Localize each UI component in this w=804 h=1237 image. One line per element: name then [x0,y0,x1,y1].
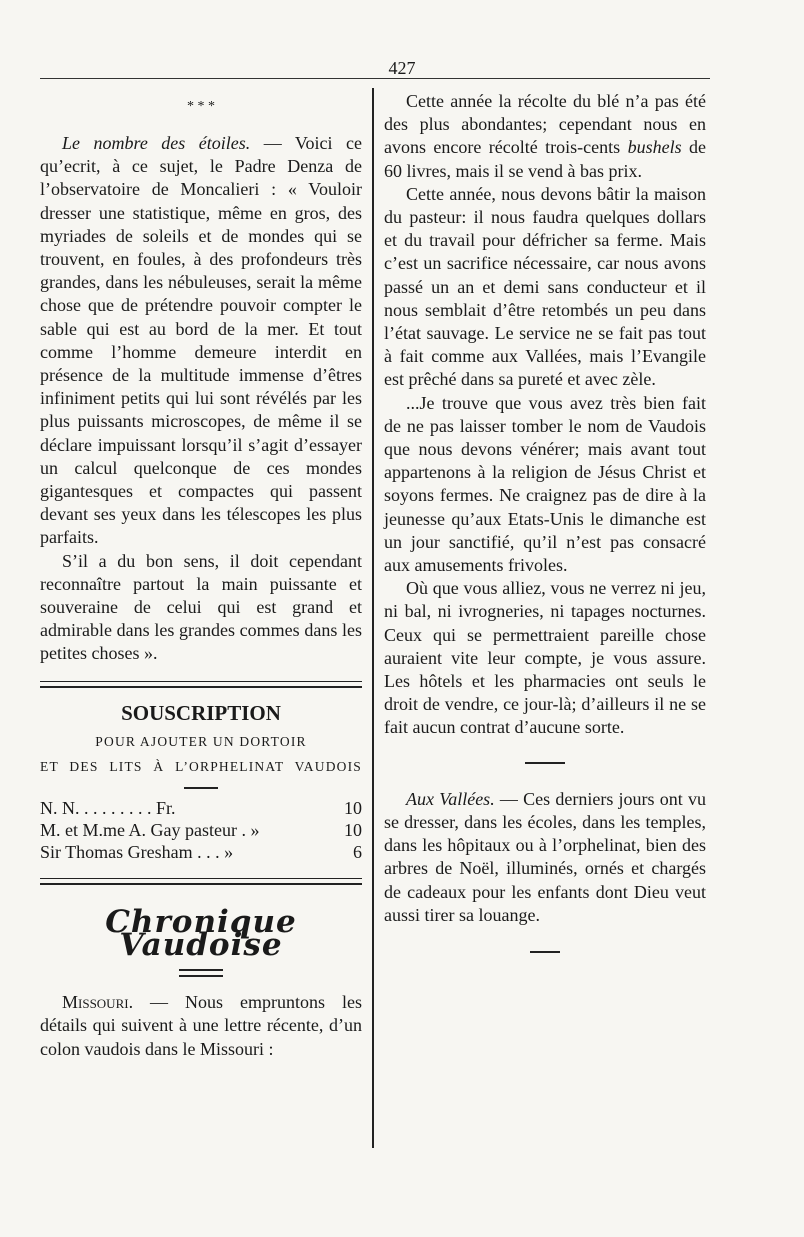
souscription-heading: SOUSCRIPTION [121,700,281,725]
subscription-amount: 6 [353,841,362,862]
letter-paragraph-1 [384,90,706,183]
souscription-subtitle-2: ET DES LITS À L’ORPHELINAT VAUDOIS [40,758,362,774]
souscription-subtitle-1: POUR AJOUTER UN DORTOIR [95,733,307,749]
subscription-amount: 10 [344,819,362,840]
subscriber-name: N. N. . . . . . . . . Fr. [40,797,176,818]
subscriber-name: M. et M.me A. Gay pasteur . » [40,819,260,840]
short-rule [525,762,565,764]
article-missouri [40,991,362,1061]
letter-emphasis: bushels [627,137,682,158]
short-rule [184,787,218,789]
end-rule [530,951,560,953]
article-vallees-body: — Ces derniers jours ont vu se dresser, dans les écoles, dans les temples, dans les hôpitaux ou à l’orphelinat, bien des arbres de Noël, illuminés, ornés et chargés de cadeaux pour les enfants dont Dieu veut aussi tirer sa louange. [384,788,706,925]
double-rule [179,969,223,977]
article-etoiles-title: Le nombre des étoiles. [62,133,251,153]
left-column [40,96,362,1061]
letter-paragraph-4: Où que vous alliez, vous ne verrez ni jeu, ni bal, ni ivrogneries, ni tapages nocturnes. Ceux qui se permettraient pareille chose auraient vite leur compte, je vous assure. Les hôtels et les pharmacies ont seuls le droit de vendre, ce jour-là; d’ailleurs il ne se fait aucun contrat d’aucune sorte. [384,578,706,738]
column-divider [372,88,374,1148]
letter-text: Cette année la récolte du blé n’a pas été des plus abondantes; cependant nous en avons encore récolté trois-cents [384,91,706,158]
subscription-row [40,797,362,819]
subscription-list [40,797,362,863]
right-column [384,90,706,953]
article-missouri-body: — Nous empruntons les détails qui suivent à une lettre récente, d’un colon vaudois dans le Missouri : [40,992,362,1059]
article-missouri-label: Missouri. [62,992,134,1013]
article-etoiles-paragraph-2: S’il a du bon sens, il doit cependant reconnaître partout la main puissante et souveraine de celui qui est grand et admirable dans les grandes commes dans les petites choses ». [40,550,362,664]
subscriber-name: Sir Thomas Gresham . . . » [40,841,234,862]
page-number: 427 [388,58,416,78]
header-rule [40,78,710,79]
article-vallees [384,788,706,927]
section-separator [40,878,362,885]
subscription-amount: 10 [344,797,362,818]
asterism: * * * [187,99,215,114]
chronique-heading: Chronique Vaudoise [105,903,297,964]
section-separator [40,681,362,688]
article-vallees-title: Aux Vallées. [406,788,495,809]
letter-paragraph-2: Cette année, nous devons bâtir la maison du pasteur: il nous faudra quelques dollars et du travail pour défricher sa ferme. Mais c’est un sacrifice nécessaire, car nous avons passé un an et demi sans conducteur et il nous semblait d’être retombés un peu dans l’état sauvage. Le service ne se fait pas tout à fait comme aux Vallées, mais l’Evangile est prêché dans sa pureté et avec zèle. [384,183,706,390]
letter-paragraph-3: ...Je trouve que vous avez très bien fait de ne pas laisser tomber le nom de Vaudois que nous devons vénérer; mais avant tout appartenons à la religion de Jésus Christ et soyons fermes. Ne craignez pas de dire à la jeunesse qu’aux Etats-Unis le dimanche est un jour sanctifié, qu’il n’est pas consacré aux amusements frivoles. [384,392,706,576]
subscription-row [40,819,362,841]
article-etoiles-body: — Voici ce qu’ecrit, à ce sujet, le Padre Denza de l’observatoire de Moncalieri : « Vouloir dresser une statistique, même en gros, des myriades de soleils et de mondes qui se trouvent, en foules, à des profondeurs très grandes, dans les nébuleuses, serait la même chose que de prétendre pouvoir compter le sable qui est au bord de la mer. Et tout comme l’homme demeure interdit en présence de la multitude immense d’êtres infiniment petits qui lui sont révélés par les plus puissants microscopes, de même il se déclare impuissant lorsqu’il s’agit d’essayer un calcul quelconque de ces mondes gigantesques et compactes qui passent devant ses yeux dans les télescopes les plus parfaits. [40,133,363,548]
article-etoiles [40,132,362,550]
subscription-row [40,841,362,863]
letter-text: de 60 livres, mais il se vend à bas prix. [384,137,706,181]
